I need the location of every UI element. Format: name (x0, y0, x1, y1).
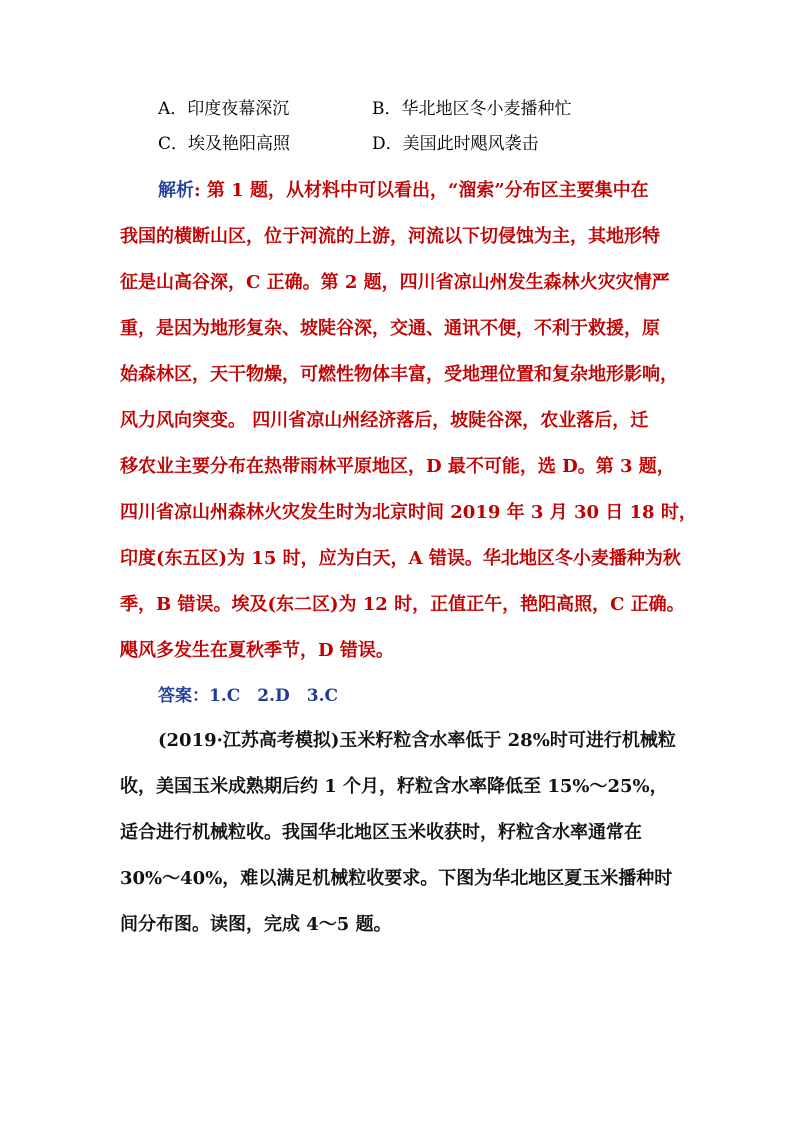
analysis-line-8: 四川省凉山州森林火灾发生时为北京时间 2019 年 3 月 30 日 18 时， (120, 502, 697, 523)
option-c: C．埃及艳阳高照 (158, 134, 291, 154)
question-line-3: 适合进行机械粒收。我国华北地区玉米收获时，籽粒含水率通常在 (120, 822, 642, 843)
analysis-line-11: 飓风多发生在夏秋季节，D 错误。 (120, 640, 394, 661)
analysis-line-10: 季，B 错误。埃及(东二区)为 12 时，正值正午，艳阳高照，C 正确。 (120, 594, 685, 615)
answer-line (158, 681, 338, 706)
options-row-2 (158, 133, 539, 155)
analysis-line-6: 风力风向突变。 四川省凉山州经济落后，坡陡谷深，农业落后，迁 (120, 410, 649, 431)
analysis-line-3: 征是山高谷深，C 正确。第 2 题，四川省凉山州发生森林火灾灾情严 (120, 272, 670, 293)
options-row-1 (158, 98, 572, 120)
analysis-line-7: 移农业主要分布在热带雨林平原地区，D 最不可能，选 D。第 3 题， (120, 456, 675, 477)
analysis-line-2: 我国的横断山区，位于河流的上游，河流以下切侵蚀为主，其地形特 (120, 226, 660, 247)
option-a: A．印度夜幕深沉 (158, 99, 290, 119)
question-line-1: (2019·江苏高考模拟)玉米籽粒含水率低于 28%时可进行机械粒 (158, 730, 676, 751)
question-line-2: 收，美国玉米成熟期后约 1 个月，籽粒含水率降低至 15%～25%， (120, 776, 668, 797)
option-d: D．美国此时飓风袭击 (372, 134, 539, 154)
analysis-line-5: 始森林区，天干物燥，可燃性物体丰富，受地理位置和复杂地形影响， (120, 364, 678, 385)
question-line-5: 间分布图。读图，完成 4～5 题。 (120, 914, 392, 935)
analysis-line-1: 解析: 第 1 题，从材料中可以看出，“溜索”分布区主要集中在 (158, 180, 649, 201)
answer-text: ：1.C 2.D 3.C (192, 686, 339, 706)
analysis-line-4: 重，是因为地形复杂、坡陡谷深，交通、通讯不便，不利于救援，原 (120, 318, 660, 339)
question-line-4: 30%～40%，难以满足机械粒收要求。下图为华北地区夏玉米播种时 (120, 868, 673, 889)
analysis-line-9: 印度(东五区)为 15 时，应为白天，A 错误。华北地区冬小麦播种为秋 (120, 548, 681, 569)
analysis-label: 解析 (158, 180, 194, 201)
answer-label: 答案 (158, 686, 192, 706)
option-b: B．华北地区冬小麦播种忙 (372, 99, 572, 119)
